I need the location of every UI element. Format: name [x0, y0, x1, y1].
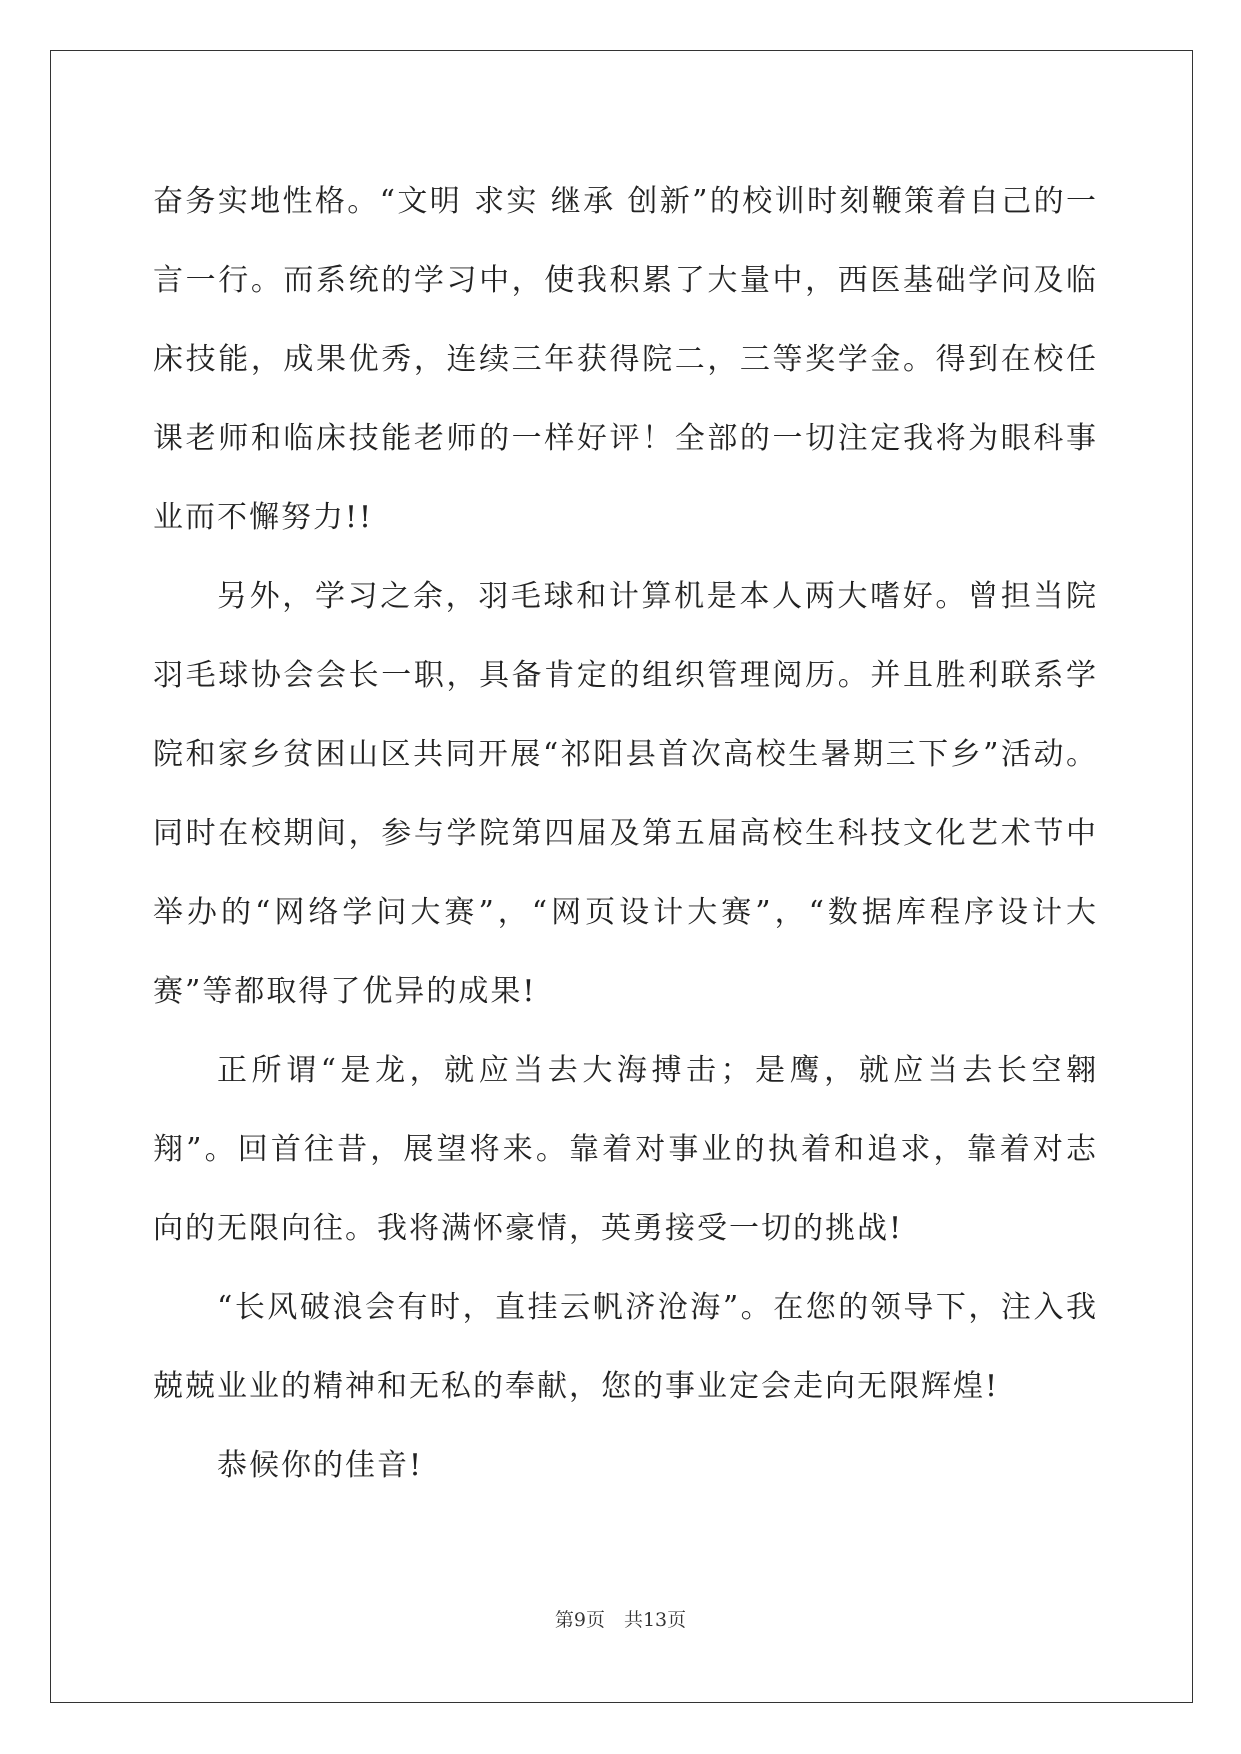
document-body: [153, 162, 1098, 1505]
paragraph-5: 恭候你的佳音!: [217, 1448, 424, 1483]
paragraph-3: 正所谓“是龙，就应当去大海搏击；是鹰，就应当去长空翱翔”。回首往昔，展望将来。靠着对事业的执着和追求，靠着对志向的无限向往。我将满怀豪情，英勇接受一切的挑战!: [153, 1053, 1098, 1246]
page-number-footer: 第9页 共13页: [554, 1609, 687, 1631]
paragraph-4: “长风破浪会有时，直挂云帆济沧海”。在您的领导下，注入我兢兢业业的精神和无私的奉献，您的事业定会走向无限辉煌!: [153, 1290, 1098, 1404]
paragraph-2: 另外，学习之余，羽毛球和计算机是本人两大嗜好。曾担当院羽毛球协会会长一职，具备肯定的组织管理阅历。并且胜利联系学院和家乡贫困山区共同开展“祁阳县首次高校生暑期三下乡”活动。同时在校期间，参与学院第四届及第五届高校生科技文化艺术节中举办的“网络学问大赛”，“网页设计大赛”，“数据库程序设计大赛”等都取得了优异的成果!: [153, 579, 1098, 1009]
paragraph-1: 奋务实地性格。“文明 求实 继承 创新”的校训时刻鞭策着自己的一言一行。而系统的学习中，使我积累了大量中，西医基础学问及临床技能，成果优秀，连续三年获得院二，三等奖学金。得到在校任课老师和临床技能老师的一样好评！全部的一切注定我将为眼科事业而不懈努力!!: [153, 184, 1098, 535]
